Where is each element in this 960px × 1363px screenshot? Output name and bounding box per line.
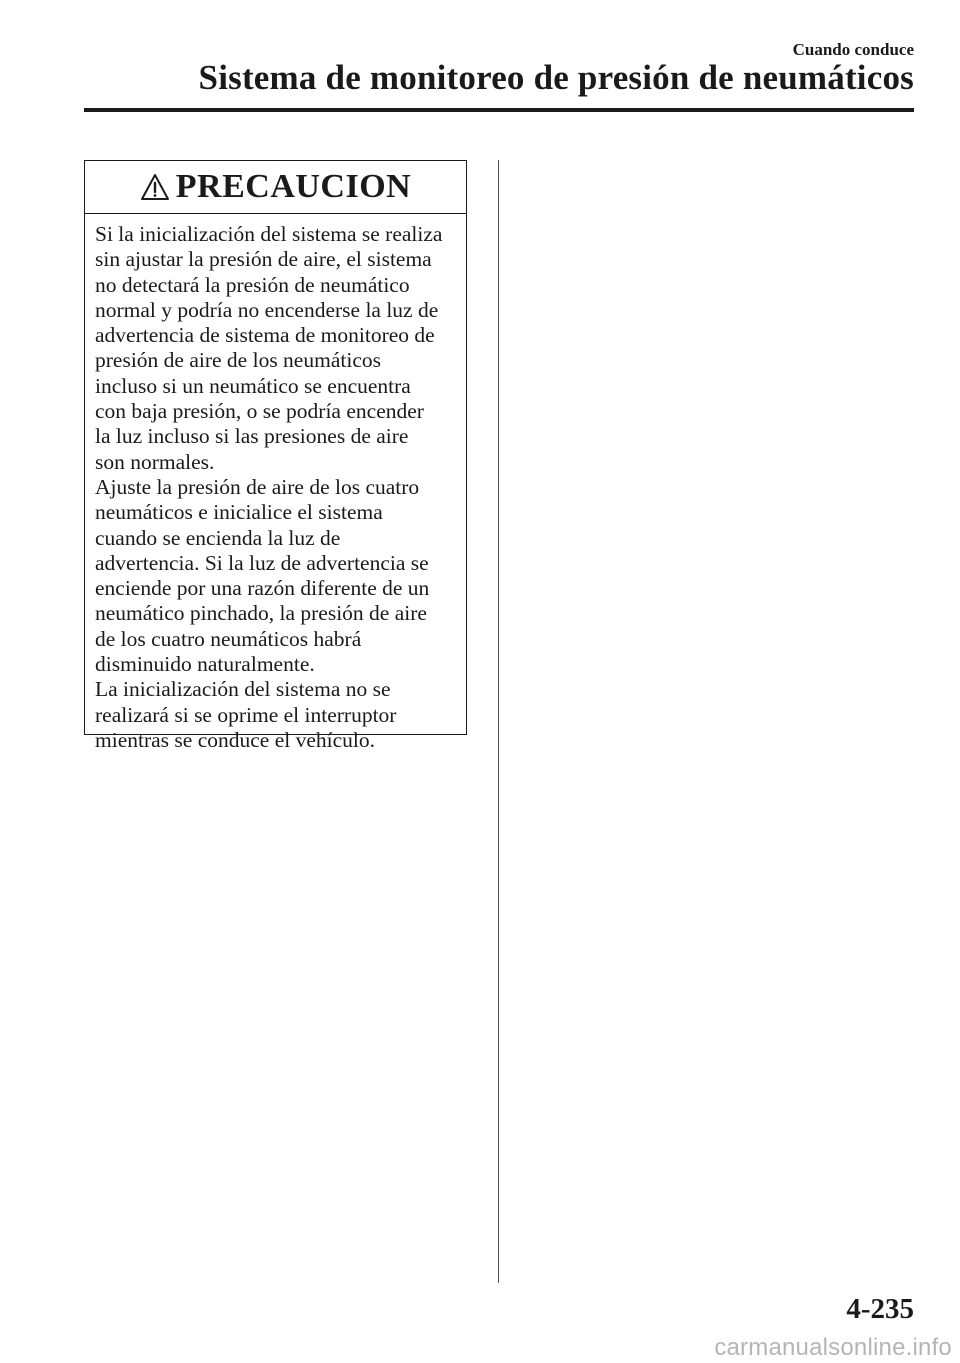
caution-body [85, 214, 466, 761]
caution-paragraph: Ajuste la presión de aire de los cuatro neumáticos e inicialice el sistema cuando se encienda la luz de advertencia. Si la luz de advertencia se enciende por una razón diferente de un neumático pinchado, la presión de aire de los cuatro neumáticos habrá disminuido naturalmente. [95, 474, 430, 677]
page-number: 4-235 [846, 1293, 914, 1325]
caution-box [84, 160, 467, 752]
caution-paragraph: La inicialización del sistema no se realizará si se oprime el interruptor mientras se conduce el vehículo. [95, 677, 397, 752]
page-title: Sistema de monitoreo de presión de neumáticos [198, 58, 914, 97]
caution-title: PRECAUCION [175, 168, 412, 205]
watermark: carmanualsonline.info [714, 1334, 952, 1361]
header-rule [84, 108, 914, 112]
warning-triangle-icon [140, 173, 170, 201]
section-label: Cuando conduce [792, 40, 914, 59]
caution-header [85, 161, 466, 214]
caution-paragraph: Si la inicialización del sistema se realiza sin ajustar la presión de aire, el sistema no detectará la presión de neumático normal y podría no encenderse la luz de advertencia de sistema de monitoreo de presión de aire de los neumáticos incluso si un neumático se encuentra con baja presión, o se podría encender la luz incluso si las presiones de aire son normales. [95, 222, 443, 474]
column-divider [498, 160, 499, 1283]
